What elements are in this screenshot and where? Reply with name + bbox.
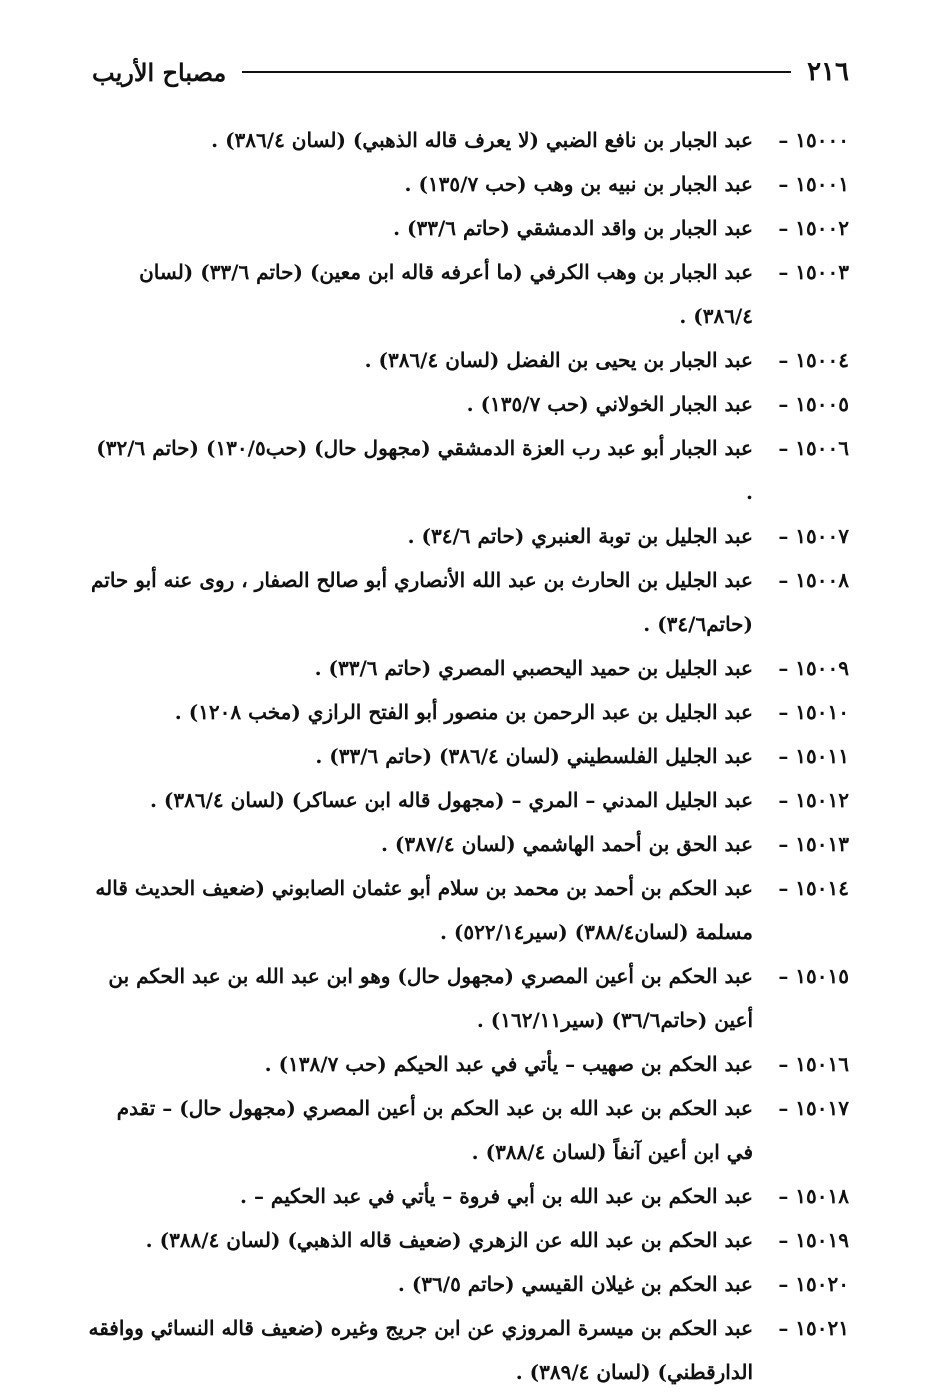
- entry: [86, 1262, 849, 1306]
- entry-text: عبد الجبار بن يحيى بن الفضل (لسان ٣٨٦/٤) .: [364, 348, 753, 372]
- entry-number: ١٥٠٠٤ –: [778, 348, 849, 372]
- entry-number: ١٥٠١٦ –: [778, 1052, 849, 1076]
- entry-number: ١٥٠١٠ –: [778, 700, 849, 724]
- entry: [86, 1042, 849, 1086]
- entry-number: ١٥٠١١ –: [778, 744, 849, 768]
- entry: [86, 1306, 849, 1394]
- entry-number: ١٥٠١٤ –: [778, 876, 849, 900]
- entry-number: ١٥٠١٥ –: [778, 964, 849, 988]
- entry: [86, 822, 849, 866]
- entry-number: ١٥٠١٧ –: [778, 1096, 849, 1120]
- entry: [86, 866, 849, 954]
- entry-text: عبد الحكم بن ميسرة المروزي عن ابن جريج وغيره (ضعيف قاله النسائي ووافقه الدارقطني) (لسان ٣٨٩/٤) .: [88, 1316, 753, 1384]
- entry: [86, 558, 849, 646]
- entry-number: ١٥٠٠٨ –: [778, 568, 849, 592]
- entry-number: ١٥٠٢٠ –: [778, 1272, 849, 1296]
- entry: [86, 954, 849, 1042]
- entry-number: ١٥٠٠٩ –: [778, 656, 849, 680]
- entry-text: عبد الجليل الفلسطيني (لسان ٣٨٦/٤) (حاتم ٣٣/٦) .: [315, 744, 753, 768]
- entry-text: عبد الجبار بن واقد الدمشقي (حاتم ٣٣/٦) .: [393, 216, 753, 240]
- entry: [86, 338, 849, 382]
- entry-number: ١٥٠٠٠ –: [778, 128, 849, 152]
- page-number: ٢١٦: [807, 57, 849, 87]
- page-header: [92, 52, 849, 92]
- entry-text: عبد الحكم بن عبد الله بن عبد الحكم بن أعين المصري (مجهول حال) – تقدم في ابن أعين آنفاً (لسان ٣٨٨/٤) .: [116, 1096, 753, 1164]
- entry: [86, 1086, 849, 1174]
- entry-number: ١٥٠٠٧ –: [778, 524, 849, 548]
- entry-number: ١٥٠٠٥ –: [778, 392, 849, 416]
- entry-text: عبد الحكم بن أعين المصري (مجهول حال) وهو ابن عبد الله بن عبد الحكم بن أعين (حاتم٣٦/٦) (سير١٦٢/١١) .: [108, 964, 753, 1032]
- entry-number: ١٥٠٢١ –: [778, 1316, 849, 1340]
- entry: [86, 734, 849, 778]
- entry: [86, 382, 849, 426]
- entry: [86, 162, 849, 206]
- entry-number: ١٥٠٠٣ –: [778, 260, 849, 284]
- entry: [86, 690, 849, 734]
- entry: [86, 778, 849, 822]
- entry-text: عبد الحق بن أحمد الهاشمي (لسان ٣٨٧/٤) .: [380, 832, 753, 856]
- entry-number: ١٥٠٠٢ –: [778, 216, 849, 240]
- entry-number: ١٥٠٠٦ –: [778, 436, 849, 460]
- entry-text: عبد الحكم بن أحمد بن محمد بن سلام أبو عثمان الصابوني (ضعيف الحديث قاله مسلمة (لسان٣٨٨/٤) (سير٥٢٢/١٤) .: [95, 876, 753, 944]
- entry: [86, 118, 849, 162]
- entry-text: عبد الجبار بن نبيه بن وهب (حب ١٣٥/٧) .: [404, 172, 753, 196]
- entry-text: عبد الجليل بن توبة العنبري (حاتم ٣٤/٦) .: [407, 524, 753, 548]
- entry-text: عبد الجبار أبو عبد رب العزة الدمشقي (مجهول حال) (حب١٣٠/٥) (حاتم ٣٢/٦) .: [96, 436, 753, 504]
- entry: [86, 1218, 849, 1262]
- entry: [86, 514, 849, 558]
- entry-text: عبد الحكم بن عبد الله عن الزهري (ضعيف قاله الذهبي) (لسان ٣٨٨/٤) .: [145, 1228, 753, 1252]
- entry-text: عبد الجبار بن وهب الكرفي (ما أعرفه قاله ابن معين) (حاتم ٣٣/٦) (لسان ٣٨٦/٤) .: [139, 260, 753, 328]
- entry-text: عبد الجليل بن عبد الرحمن بن منصور أبو الفتح الرازي (مخب ١٢٠٨) .: [174, 700, 753, 724]
- entry: [86, 646, 849, 690]
- entry-number: ١٥٠٠١ –: [778, 172, 849, 196]
- book-title: مصباح الأريب: [92, 57, 227, 87]
- entry-number: ١٥٠١٢ –: [778, 788, 849, 812]
- header-rule: [242, 71, 791, 73]
- entry-text: عبد الحكم بن صهيب – يأتي في عبد الحيكم (حب ١٣٨/٧) .: [264, 1052, 753, 1076]
- entry: [86, 1174, 849, 1218]
- entry-text: عبد الجبار الخولاني (حب ١٣٥/٧) .: [466, 392, 753, 416]
- entry-text: عبد الجليل بن حميد اليحصبي المصري (حاتم ٣٣/٦) .: [314, 656, 753, 680]
- entry-text: عبد الجليل بن الحارث بن عبد الله الأنصاري أبو صالح الصفار ، روى عنه أبو حاتم (حاتم٣٤/٦) .: [90, 568, 753, 636]
- entry: [86, 426, 849, 514]
- entry: [86, 250, 849, 338]
- entry-number: ١٥٠١٩ –: [778, 1228, 849, 1252]
- entry: [86, 206, 849, 250]
- entry-number: ١٥٠١٨ –: [778, 1184, 849, 1208]
- entry-text: عبد الجليل المدني – المري – (مجهول قاله ابن عساكر) (لسان ٣٨٦/٤) .: [150, 788, 753, 812]
- entry-text: عبد الجبار بن نافع الضبي (لا يعرف قاله الذهبي) (لسان ٣٨٦/٤) .: [211, 128, 753, 152]
- entry-number: ١٥٠١٣ –: [778, 832, 849, 856]
- entry-text: عبد الحكم بن عبد الله بن أبي فروة – يأتي في عبد الحكيم – .: [240, 1184, 753, 1208]
- entry-text: عبد الحكم بن غيلان القيسي (حاتم ٣٦/٥) .: [397, 1272, 753, 1296]
- entry-list: [86, 118, 849, 1394]
